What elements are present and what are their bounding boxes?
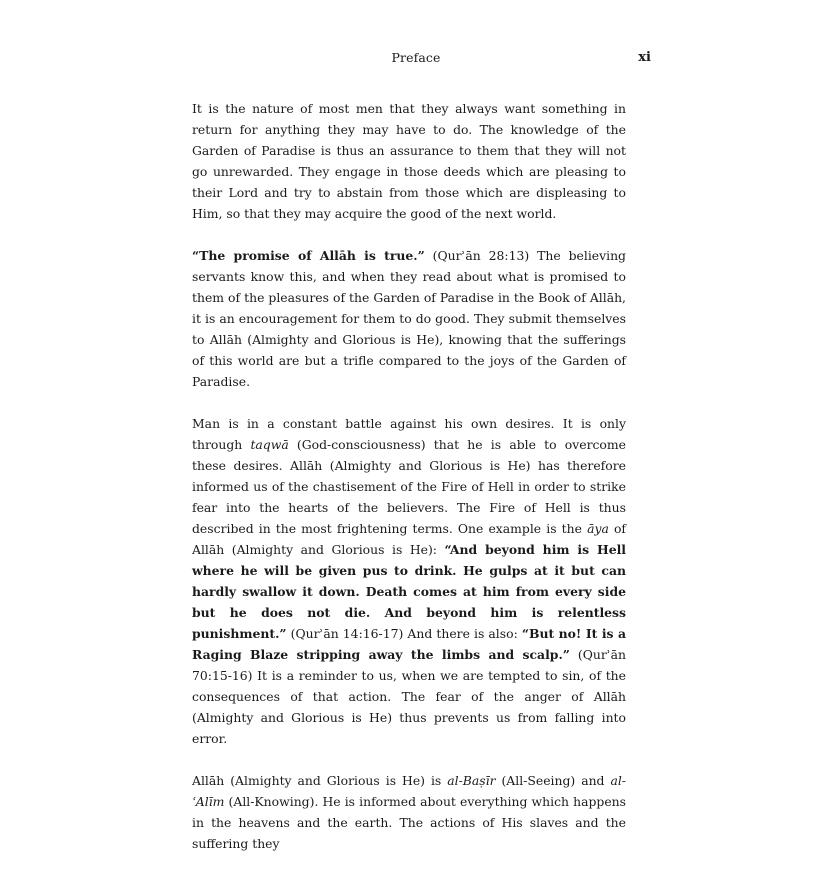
term-al-alim: al-ʿAlīm: [192, 773, 626, 809]
term-taqwa: taqwā: [250, 437, 289, 452]
term-aya: āya: [587, 521, 609, 536]
paragraph-4-text: (All-Knowing). He is informed about everything which happens in the heavens and the earth. The actions of His slaves and the suffering they: [192, 794, 626, 851]
quran-quote: “The promise of Allāh is true.”: [192, 248, 425, 263]
paragraph-2-text: The believing servants know this, and when they read about what is promised to them of the pleasures of the Garden of Paradise in the Book of Allāh, it is an encouragement for them to do good. They submit themselves to Allāh (Almighty and Glorious is He), knowing that the sufferings of this world are but a trifle compared to the joys of the Garden of Paradise.: [192, 248, 626, 389]
body-text: [192, 98, 626, 875]
paragraph-3: [192, 413, 626, 749]
paragraph-3-text: (God-consciousness) that he is able to overcome these desires. Allāh (Almighty and Glorious is He) has therefore informed us of the chastisement of the Fire of Hell in order to strike fear into the hearts of the believers. The Fire of Hell is thus described in the most frightening terms. One example is the: [192, 437, 626, 536]
paragraph-2: [192, 245, 626, 392]
paragraph-3-text: of Allāh (Almighty and Glorious is He):: [192, 521, 626, 557]
page-number: xi: [638, 50, 651, 65]
quran-reference: (Qurʾān 14:16-17): [286, 626, 404, 641]
paragraph-1-text: It is the nature of most men that they always want something in return for anything they may have to do. The knowledge of the Garden of Paradise is thus an assurance to them that they will not go unrewarded. They engage in those deeds which are pleasing to their Lord and try to abstain from those which are displeasing to Him, so that they may acquire the good of the next world.: [192, 101, 626, 221]
paragraph-4-text: (All-Seeing) and: [495, 773, 611, 788]
quran-quote: “But no! It is a Raging Blaze stripping away the limbs and scalp.”: [192, 626, 627, 662]
paragraph-3-text: And there is also:: [403, 626, 522, 641]
quran-reference: (Qurʾān 70:15-16): [192, 647, 626, 683]
paragraph-4-text: Allāh (Almighty and Glorious is He) is: [192, 773, 448, 788]
running-head: [0, 48, 832, 68]
quran-reference: (Qurʾān 28:13): [424, 248, 530, 263]
paragraph-4: [192, 770, 626, 854]
paragraph-1: [192, 98, 626, 224]
paragraph-3-text: Man is in a constant battle against his own desires. It is only through: [192, 416, 626, 452]
quran-quote: “And beyond him is Hell where he will be given pus to drink. He gulps at it but can hardly swallow it down. Death comes at him from every side but he does not die. And beyond him is relentless punishment.”: [192, 542, 626, 641]
paragraph-3-text: It is a reminder to us, when we are tempted to sin, of the consequences of that action. The fear of the anger of Allāh (Almighty and Glorious is He) thus prevents us from falling into error.: [192, 668, 626, 746]
term-al-basir: al-Baṣīr: [447, 773, 496, 788]
running-title: Preface: [391, 50, 441, 65]
